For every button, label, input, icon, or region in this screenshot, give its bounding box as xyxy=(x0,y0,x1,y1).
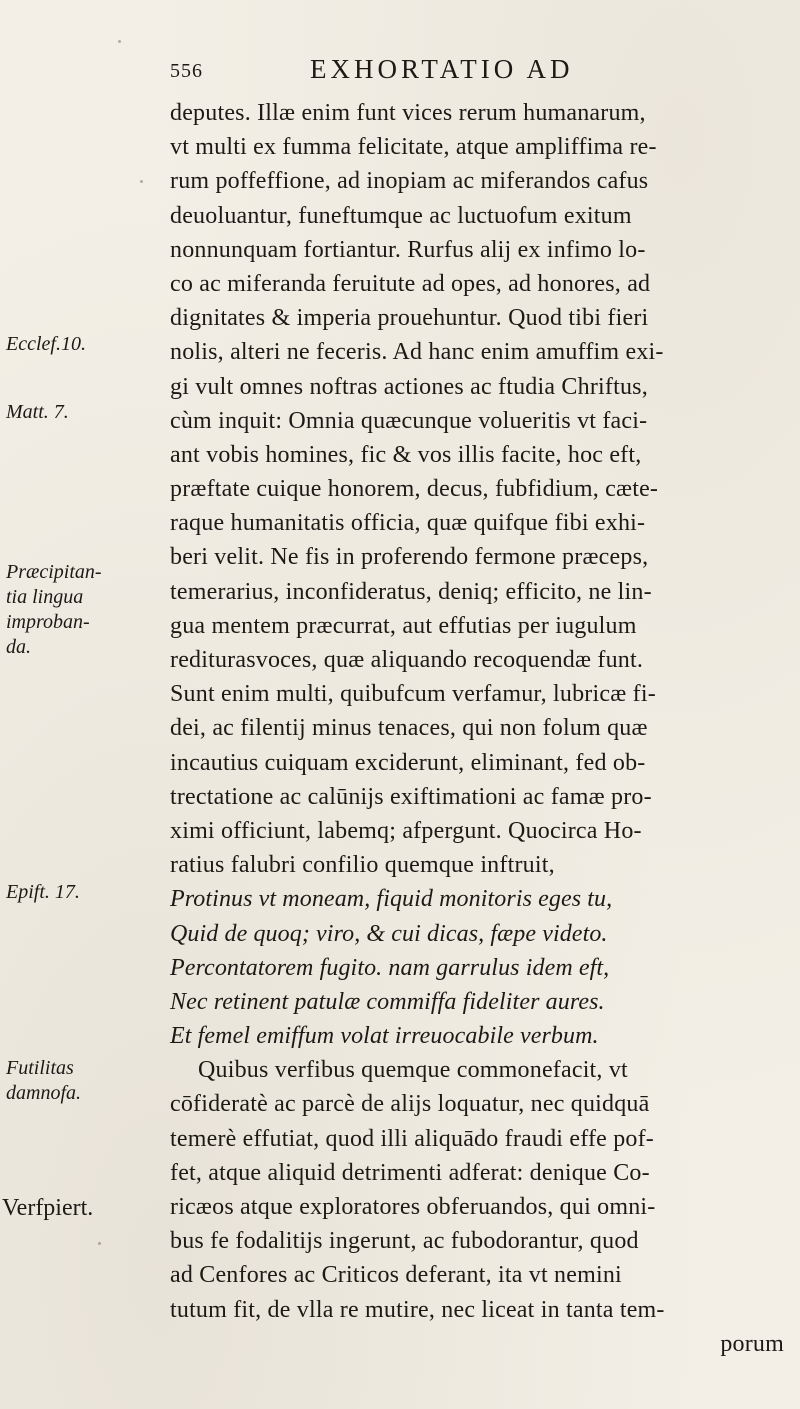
verse-line: Quid de quoq; viro, & cui dicas, fæpe videto. xyxy=(170,920,608,947)
page-number: 556 xyxy=(170,60,203,82)
main-text xyxy=(170,96,790,1361)
running-title: EXHORTATIO AD xyxy=(310,54,574,84)
text-line: beri velit. Ne fis in proferendo fermone præceps, xyxy=(170,544,649,571)
text-line: temerarius, inconfideratus, deniq; efficito, ne lin- xyxy=(170,578,652,605)
text-line: gua mentem præcurrat, aut effutias per iugulum xyxy=(170,612,637,639)
text-line: ant vobis homines, fic & vos illis facite, hoc eft, xyxy=(170,441,642,468)
margin-note-tongue: Præcipitan- tia lingua improban- da. xyxy=(6,561,102,658)
margin-note-matthew: Matt. 7. xyxy=(6,401,69,423)
text-line: ricæos atque exploratores obferuandos, qui omni- xyxy=(170,1194,656,1220)
text-line: ximi officiunt, labemq; afpergunt. Quocirca Ho- xyxy=(170,817,642,844)
margin-note-epistle: Epift. 17. xyxy=(6,881,80,903)
verse-line: Nec retinent patulæ commiffa fideliter aures. xyxy=(170,988,605,1015)
text-line: nonnunquam fortiantur. Rurfus alij ex infimo lo- xyxy=(170,236,646,263)
text-line: nolis, alteri ne feceris. Ad hanc enim amuffim exi- xyxy=(170,339,664,366)
verse-line: Protinus vt moneam, fiquid monitoris eges tu, xyxy=(170,886,613,913)
text-line: co ac miferanda feruitute ad opes, ad honores, ad xyxy=(170,270,651,297)
text-line: fet, atque aliquid detrimenti adferat: denique Co- xyxy=(170,1159,650,1186)
text-line: deputes. Illæ enim funt vices rerum humanarum, xyxy=(170,100,646,126)
text-line: cōfideratè ac parcè de alijs loquatur, nec quidquā xyxy=(170,1091,650,1118)
paper-speck xyxy=(140,180,143,183)
text-line: incautius cuiquam exciderunt, eliminant, fed ob- xyxy=(170,749,646,776)
verse-line: Percontatorem fugito. nam garrulus idem eft, xyxy=(170,954,610,981)
text-line: cùm inquit: Omnia quæcunque volueritis vt faci- xyxy=(170,407,648,434)
text-line: Quibus verfibus quemque commonefacit, vt xyxy=(198,1057,628,1084)
margin-note-ecclesiastes: Ecclef.10. xyxy=(6,333,86,355)
margin-note-verspiert: Verfpiert. xyxy=(2,1195,94,1221)
text-line: gi vult omnes noftras actiones ac ftudia Chriftus, xyxy=(170,373,648,400)
paper-speck xyxy=(118,40,121,43)
text-line: vt multi ex fumma felicitate, atque ampliffima re- xyxy=(170,134,657,161)
page-header xyxy=(150,50,770,90)
text-line: ad Cenfores ac Criticos deferant, ita vt nemini xyxy=(170,1262,622,1289)
paper-speck xyxy=(98,1242,101,1245)
text-line: bus fe fodalitijs ingerunt, ac fubodorantur, quod xyxy=(170,1228,639,1255)
text-line: dei, ac filentij minus tenaces, qui non folum quæ xyxy=(170,715,648,742)
verse-line: Et femel emiffum volat irreuocabile verbum. xyxy=(170,1023,599,1050)
text-line: rediturasvoces, quæ aliquando recoquendæ funt. xyxy=(170,647,644,673)
text-line: raque humanitatis officia, quæ quifque fibi exhi- xyxy=(170,510,646,537)
text-line: trectatione ac calūnijs exiftimationi ac famæ pro- xyxy=(170,783,652,810)
text-line: rum poffeffione, ad inopiam ac miferandos cafus xyxy=(170,168,649,195)
text-line: ratius falubri confilio quemque inftruit, xyxy=(170,852,555,879)
text-line: Sunt enim multi, quibufcum verfamur, lubricæ fi- xyxy=(170,681,656,708)
catchword: porum xyxy=(720,1330,784,1357)
text-line: dignitates & imperia prouehuntur. Quod tibi fieri xyxy=(170,305,649,332)
margin-note-futility: Futilitas damnofa. xyxy=(6,1057,81,1104)
text-line: deuoluantur, funeftumque ac luctuofum exitum xyxy=(170,202,632,229)
text-line: præftate cuique honorem, decus, fubfidium, cæte- xyxy=(170,476,659,503)
text-line: temerè effutiat, quod illi aliquādo fraudi effe pof- xyxy=(170,1125,655,1152)
text-line: tutum fit, de vlla re mutire, nec liceat in tanta tem- xyxy=(170,1296,665,1323)
